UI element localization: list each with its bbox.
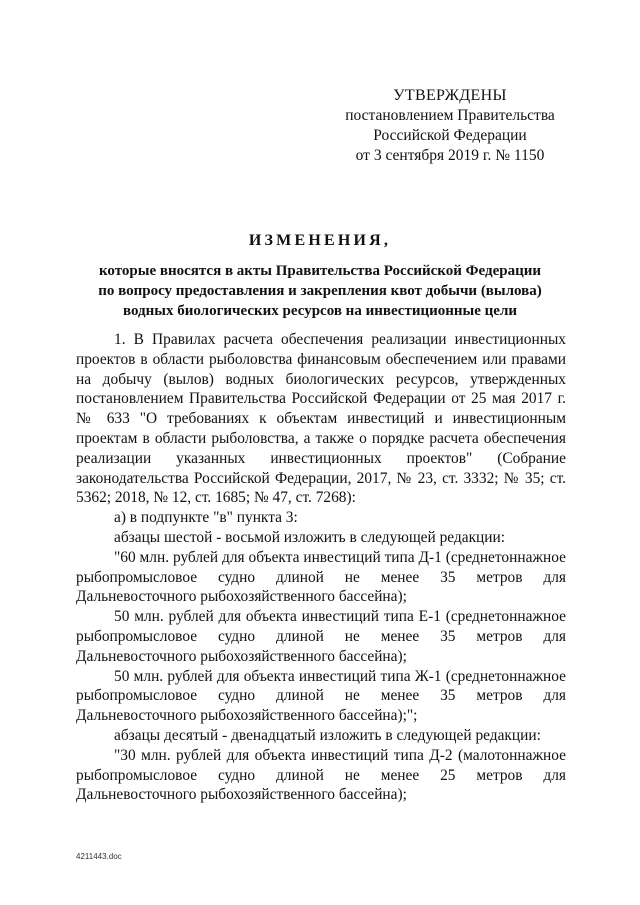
document-title: ИЗМЕНЕНИЯ, xyxy=(248,232,392,249)
footer-filename: 4211443.doc xyxy=(76,852,122,861)
subtitle-line-1: которые вносятся в акты Правительства Российской Федерации xyxy=(98,263,542,279)
subtitle-line-2: по вопросу предоставления и закрепления квот добычи (вылова) xyxy=(98,283,542,299)
approved-heading: УТВЕРЖДЕНЫ xyxy=(393,87,507,104)
paragraph-7: абзацы десятый - двенадцатый изложить в следующей редакции: xyxy=(114,726,541,744)
document-body xyxy=(76,330,566,805)
approval-line-1: постановлением Правительства xyxy=(345,107,555,124)
subtitle-line-3: водных биологических ресурсов на инвестиционные цели xyxy=(122,303,518,319)
paragraph-3: абзацы шестой - восьмой изложить в следующей редакции: xyxy=(114,528,506,546)
paragraph-1: 1. В Правилах расчета обеспечения реализации инвестиционных проектов в области рыболовства финансовым обеспечением или правами на добычу (вылов) водных биологических ресурсов, утвержденных постановлением Правительства Российской Федерации от 25 мая 2017 г. № 633 "О требованиях к объектам инвестиций и инвестиционным проектам в области рыболовства, а также о порядке расчета обеспечения реализации указанных инвестиционных проектов" (Собрание законодательства Российской Федерации, 2017, № 23, ст. 3332; № 35; ст. 5362; 2018, № 12, ст. 1685; № 47, ст. 7268): xyxy=(76,331,566,507)
paragraph-4: "60 млн. рублей для объекта инвестиций типа Д-1 (среднетоннажное рыбопромысловое судно длиной не менее 35 метров для Дальневосточного рыбохозяйственного бассейна); xyxy=(76,548,566,606)
paragraph-5: 50 млн. рублей для объекта инвестиций типа Е-1 (среднетоннажное рыбопромысловое судно длиной не менее 35 метров для Дальневосточного рыбохозяйственного бассейна); xyxy=(76,608,566,665)
document-subtitle xyxy=(60,261,580,321)
paragraph-6: 50 млн. рублей для объекта инвестиций типа Ж-1 (среднетоннажное рыбопромысловое судно длиной не менее 35 метров для Дальневосточного рыбохозяйственного бассейна);"; xyxy=(76,667,566,725)
approval-block xyxy=(340,86,560,166)
paragraph-8: "30 млн. рублей для объекта инвестиций типа Д-2 (малотоннажное рыбопромысловое судно длиной не менее 25 метров для Дальневосточного рыбохозяйственного бассейна); xyxy=(76,746,566,804)
approval-line-2: Российской Федерации xyxy=(373,127,527,144)
approval-line-3: от 3 сентября 2019 г. № 1150 xyxy=(355,147,545,164)
paragraph-2: а) в подпункте "в" пункта 3: xyxy=(114,509,298,527)
